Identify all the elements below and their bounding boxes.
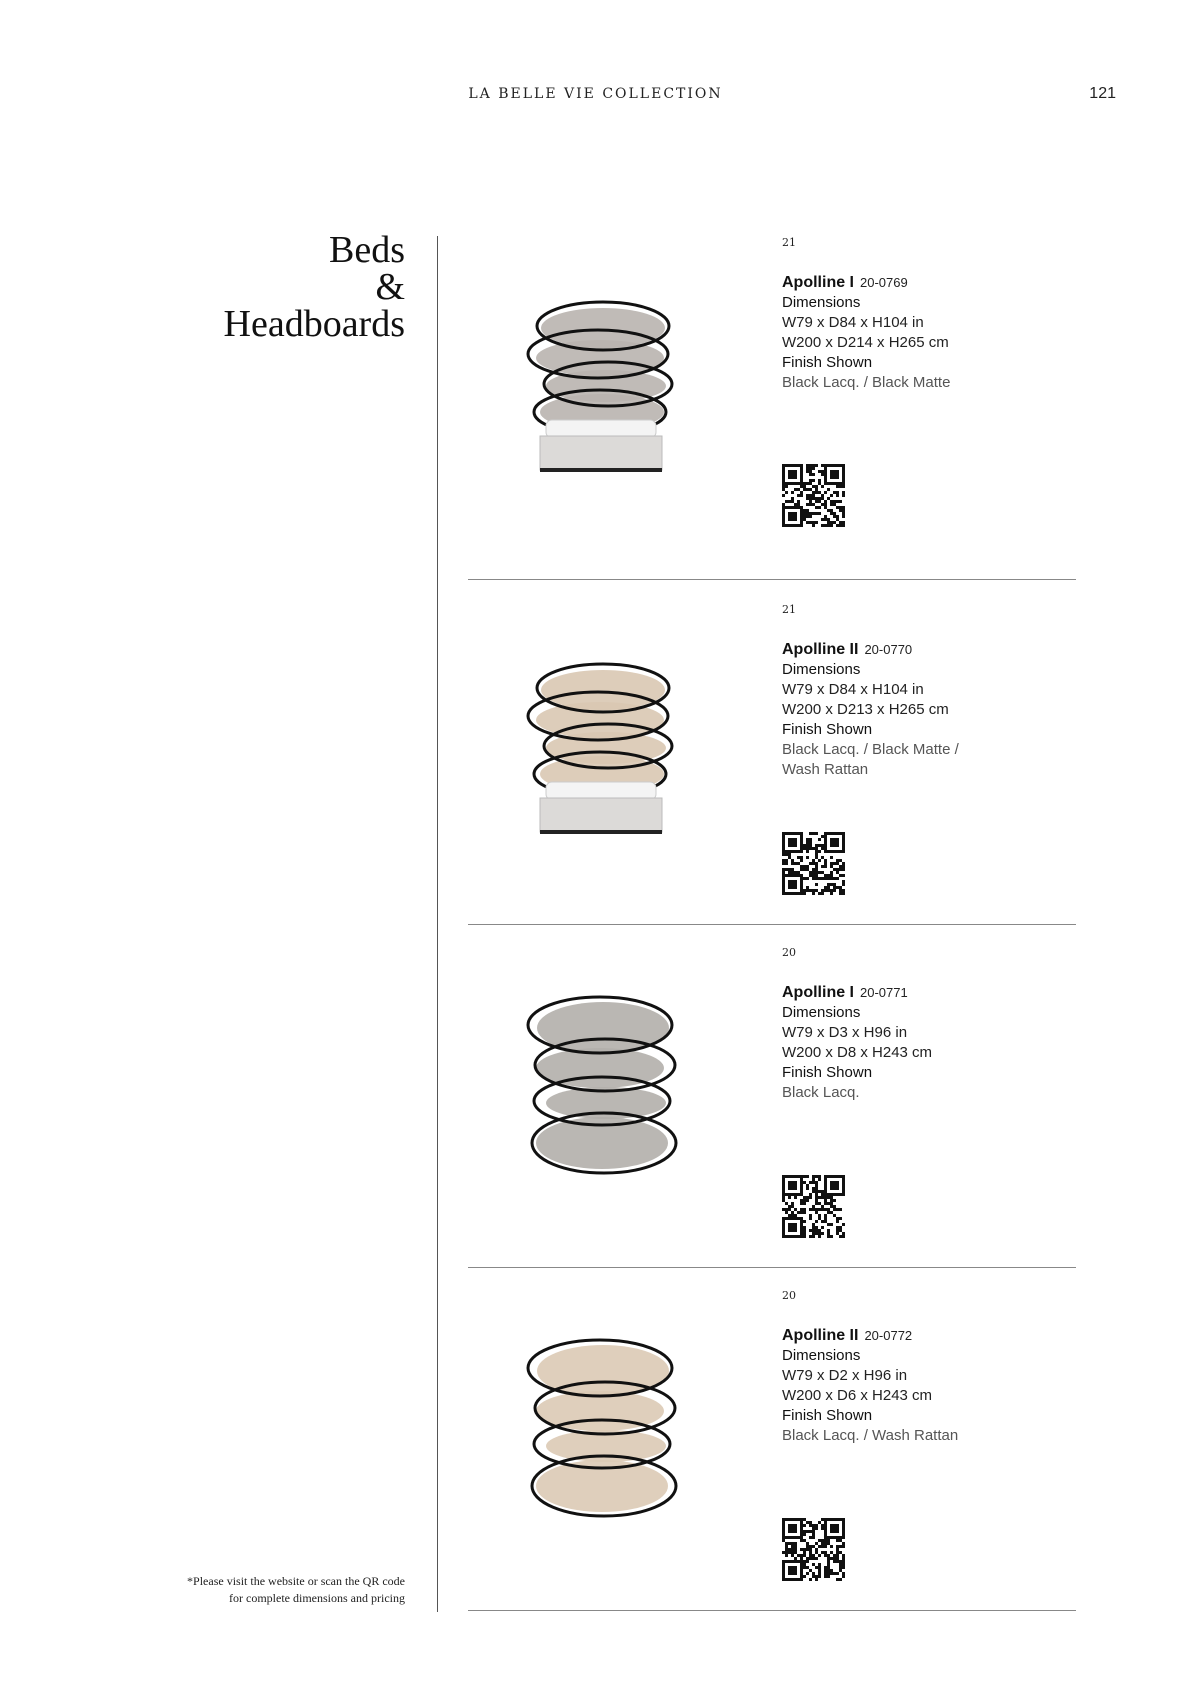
product-info (782, 600, 1072, 780)
section-title (223, 229, 405, 345)
dimensions-cm: W200 x D214 x H265 cm (782, 334, 949, 351)
headboard-illustration (508, 993, 698, 1183)
product-image (508, 1336, 698, 1526)
bed-headboard-illustration (508, 650, 698, 840)
product-code: 20-0771 (860, 985, 908, 1000)
product-code: 20-0770 (864, 642, 913, 657)
qr-code-icon[interactable] (782, 832, 846, 896)
product-card (468, 1281, 1078, 1611)
qr-code-icon[interactable] (782, 1175, 846, 1239)
finish-label: Finish Shown (782, 1407, 873, 1424)
finish-value: Black Lacq. / Wash Rattan (782, 1427, 959, 1444)
product-name-row (782, 640, 1072, 660)
qr-code-icon[interactable] (782, 464, 846, 528)
product-code: 20-0769 (860, 275, 908, 290)
collection-title: LA BELLE VIE COLLECTION (468, 86, 723, 102)
vertical-divider (437, 236, 438, 1612)
finish-value: Black Lacq. / Black Matte / (782, 741, 959, 758)
section-title-line-2: & (375, 266, 405, 308)
product-name-row (782, 983, 1072, 1003)
product-seats: 21 (782, 236, 796, 249)
qr-code-icon[interactable] (782, 1518, 846, 1582)
qr-code-pattern (782, 1518, 845, 1581)
product-seats: 20 (782, 946, 796, 959)
product-name: Apolline II (782, 641, 859, 658)
qr-code-pattern (782, 464, 845, 527)
qr-code-pattern (782, 832, 845, 895)
qr-code-pattern (782, 1175, 845, 1238)
dimensions-label: Dimensions (782, 661, 861, 678)
product-name: Apolline II (782, 1327, 859, 1344)
product-info (782, 233, 1072, 393)
section-title-line-1: Beds (329, 229, 405, 271)
dimensions-label: Dimensions (782, 294, 861, 311)
product-seats: 20 (782, 1289, 796, 1302)
finish-value-2: Wash Rattan (782, 761, 869, 778)
finish-label: Finish Shown (782, 1064, 873, 1081)
dimensions-label: Dimensions (782, 1004, 861, 1021)
footnote (187, 1573, 405, 1607)
dimensions-cm: W200 x D6 x H243 cm (782, 1387, 933, 1404)
product-info (782, 1286, 1072, 1446)
finish-label: Finish Shown (782, 721, 873, 738)
dimensions-cm: W200 x D8 x H243 cm (782, 1044, 933, 1061)
product-image (508, 993, 698, 1183)
footnote-line-2: for complete dimensions and pricing (229, 1591, 405, 1605)
product-card (468, 228, 1078, 580)
product-name: Apolline I (782, 984, 854, 1001)
product-name-row (782, 273, 1072, 293)
product-card (468, 595, 1078, 925)
page-number: 121 (1089, 85, 1116, 102)
product-code: 20-0772 (864, 1328, 913, 1343)
dimensions-label: Dimensions (782, 1347, 861, 1364)
dimensions-inches: W79 x D84 x H104 in (782, 681, 924, 698)
product-image (508, 650, 698, 840)
product-divider (468, 1267, 1076, 1268)
headboard-illustration (508, 1336, 698, 1526)
finish-value: Black Lacq. (782, 1084, 860, 1101)
dimensions-cm: W200 x D213 x H265 cm (782, 701, 949, 718)
finish-label: Finish Shown (782, 354, 873, 371)
product-info (782, 943, 1072, 1103)
dimensions-inches: W79 x D84 x H104 in (782, 314, 924, 331)
product-divider (468, 579, 1076, 580)
footnote-line-1: *Please visit the website or scan the QR code (187, 1574, 405, 1588)
bed-headboard-illustration (508, 288, 698, 478)
product-seats: 21 (782, 603, 796, 616)
section-title-line-3: Headboards (223, 303, 405, 345)
product-card (468, 938, 1078, 1268)
finish-value: Black Lacq. / Black Matte (782, 374, 951, 391)
product-image (508, 288, 698, 478)
dimensions-inches: W79 x D3 x H96 in (782, 1024, 908, 1041)
product-divider (468, 924, 1076, 925)
product-divider (468, 1610, 1076, 1611)
product-name-row (782, 1326, 1072, 1346)
product-name: Apolline I (782, 274, 854, 291)
dimensions-inches: W79 x D2 x H96 in (782, 1367, 908, 1384)
